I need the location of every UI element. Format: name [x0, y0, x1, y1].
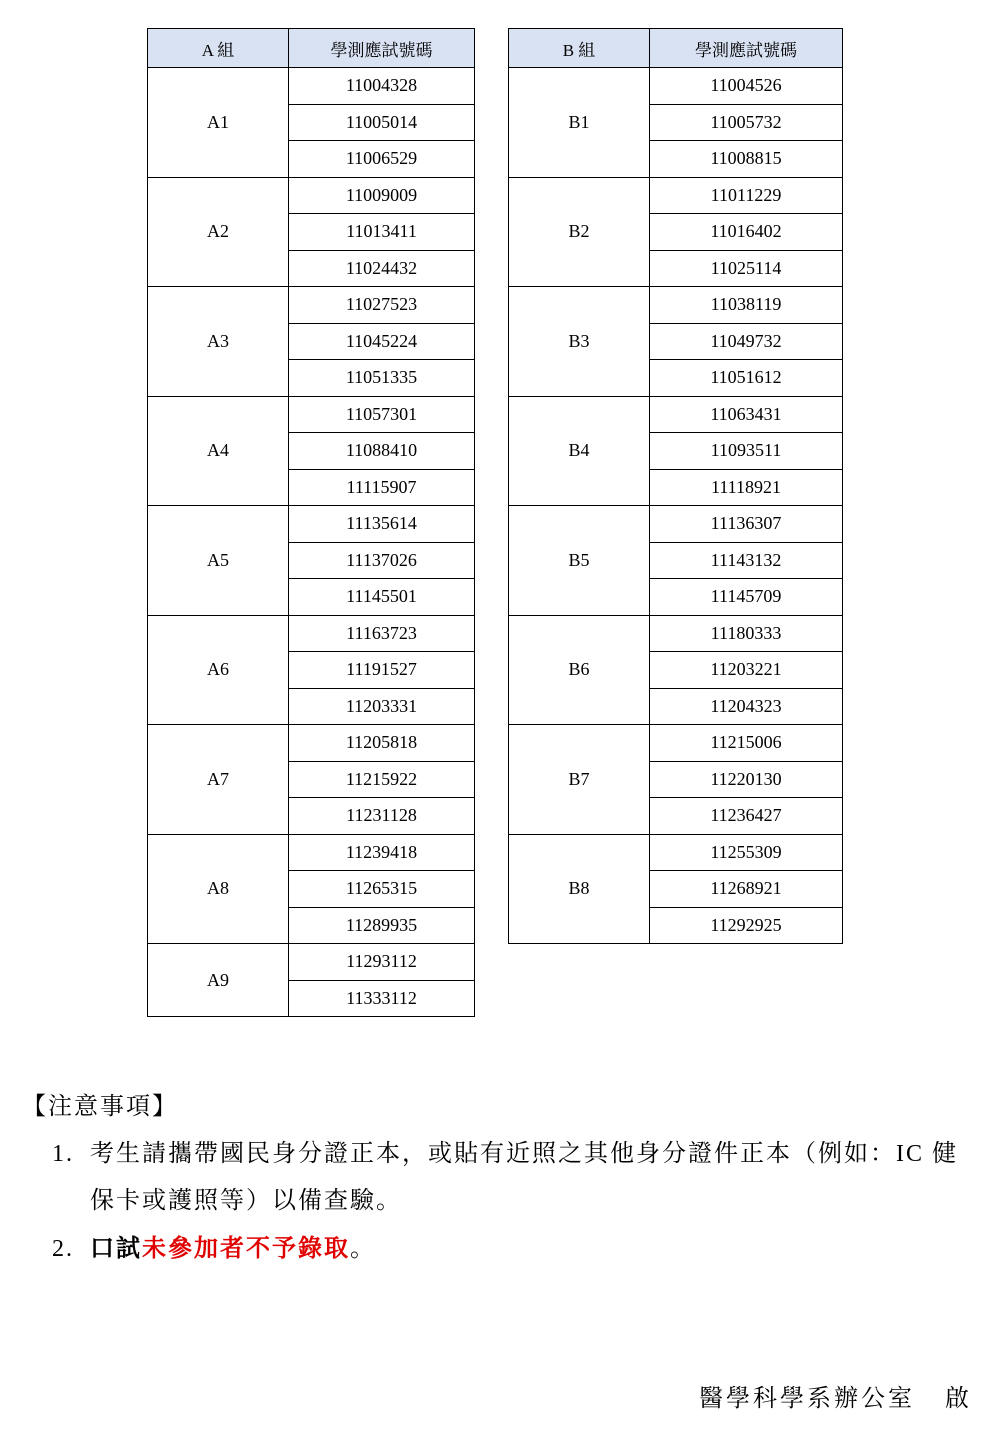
exam-number-cell: 11004328	[289, 68, 475, 105]
group-name-cell: B1	[509, 68, 650, 178]
exam-number-cell: 11005014	[289, 104, 475, 141]
exam-number-cell: 11006529	[289, 141, 475, 178]
warning-text: 未參加者不予錄取	[142, 1236, 350, 1262]
exam-number-cell: 11063431	[650, 396, 843, 433]
group-name-cell: B5	[509, 506, 650, 616]
office-name: 醫學科學系辦公室	[699, 1386, 915, 1412]
table-row	[148, 725, 475, 762]
exam-number-cell: 11008815	[650, 141, 843, 178]
table-row	[509, 177, 843, 214]
exam-number-cell: 11135614	[289, 506, 475, 543]
exam-number-cell: 11231128	[289, 798, 475, 835]
group-a-table	[147, 28, 475, 1017]
exam-number-cell: 11180333	[650, 615, 843, 652]
table-row	[148, 396, 475, 433]
exam-number-cell: 11236427	[650, 798, 843, 835]
table-row	[509, 615, 843, 652]
group-name-cell: A6	[148, 615, 289, 725]
group-name-cell: A2	[148, 177, 289, 287]
exam-number-cell: 11204323	[650, 688, 843, 725]
group-name-cell: A8	[148, 834, 289, 944]
exam-number-cell: 11292925	[650, 907, 843, 944]
exam-number-cell: 11011229	[650, 177, 843, 214]
exam-number-cell: 11255309	[650, 834, 843, 871]
oral-exam-label: 口試	[90, 1236, 142, 1262]
exam-number-cell: 11289935	[289, 907, 475, 944]
group-name-cell: A9	[148, 944, 289, 1017]
exam-number-cell: 11163723	[289, 615, 475, 652]
exam-number-cell: 11215922	[289, 761, 475, 798]
exam-number-cell: 11220130	[650, 761, 843, 798]
group-name-cell: A3	[148, 287, 289, 397]
exam-number-cell: 11024432	[289, 250, 475, 287]
exam-number-header: 學測應試號碼	[650, 29, 843, 68]
exam-number-cell: 11057301	[289, 396, 475, 433]
table-row	[148, 177, 475, 214]
group-a-header: A 組	[148, 29, 289, 68]
exam-number-cell: 11118921	[650, 469, 843, 506]
exam-number-cell: 11191527	[289, 652, 475, 689]
exam-number-cell: 11215006	[650, 725, 843, 762]
exam-number-cell: 11005732	[650, 104, 843, 141]
notice-item-2	[52, 1226, 376, 1273]
table-row	[509, 287, 843, 324]
exam-number-cell: 11137026	[289, 542, 475, 579]
exam-number-cell: 11051612	[650, 360, 843, 397]
table-row	[509, 68, 843, 105]
group-name-cell: B4	[509, 396, 650, 506]
group-name-cell: A1	[148, 68, 289, 178]
table-row	[509, 834, 843, 871]
exam-number-cell: 11027523	[289, 287, 475, 324]
exam-number-cell: 11009009	[289, 177, 475, 214]
exam-number-header: 學測應試號碼	[289, 29, 475, 68]
exam-number-cell: 11333112	[289, 980, 475, 1017]
notice-item-end: 。	[350, 1236, 376, 1262]
group-name-cell: A7	[148, 725, 289, 835]
table-row	[148, 287, 475, 324]
notice-item-number: 1.	[52, 1141, 74, 1167]
notice-item-text: 考生請攜帶國民身分證正本，或貼有近照之其他身分證件正本（例如：IC 健保卡或護照等）以備查驗。	[90, 1141, 958, 1214]
exam-number-cell: 11143132	[650, 542, 843, 579]
table-row	[148, 506, 475, 543]
group-name-cell: B2	[509, 177, 650, 287]
group-name-cell: A5	[148, 506, 289, 616]
group-name-cell: B6	[509, 615, 650, 725]
exam-number-cell: 11025114	[650, 250, 843, 287]
table-row	[148, 834, 475, 871]
group-b-header: B 組	[509, 29, 650, 68]
notice-item-1	[52, 1131, 982, 1225]
notice-item-number: 2.	[52, 1236, 74, 1262]
notice-item-text	[52, 1226, 376, 1273]
exam-number-cell: 11268921	[650, 871, 843, 908]
exam-number-cell: 11038119	[650, 287, 843, 324]
group-name-cell: B3	[509, 287, 650, 397]
exam-number-cell: 11045224	[289, 323, 475, 360]
exam-number-cell: 11016402	[650, 214, 843, 251]
table-row	[509, 506, 843, 543]
group-name-cell: B7	[509, 725, 650, 835]
exam-number-cell: 11136307	[650, 506, 843, 543]
exam-number-cell: 11115907	[289, 469, 475, 506]
exam-number-cell: 11004526	[650, 68, 843, 105]
exam-number-cell: 11088410	[289, 433, 475, 470]
exam-number-cell: 11093511	[650, 433, 843, 470]
table-row	[148, 615, 475, 652]
table-row	[148, 944, 475, 981]
exam-number-cell: 11205818	[289, 725, 475, 762]
table-row	[148, 68, 475, 105]
exam-number-cell: 11239418	[289, 834, 475, 871]
exam-number-cell: 11203331	[289, 688, 475, 725]
group-name-cell: B8	[509, 834, 650, 944]
exam-number-cell: 11203221	[650, 652, 843, 689]
exam-number-cell: 11051335	[289, 360, 475, 397]
exam-number-cell: 11145709	[650, 579, 843, 616]
group-b-table	[508, 28, 843, 944]
table-row	[509, 396, 843, 433]
exam-number-cell: 11265315	[289, 871, 475, 908]
signature	[699, 1378, 972, 1413]
signature-closing: 啟	[945, 1386, 972, 1412]
notice-heading: 【注意事項】	[22, 1094, 178, 1120]
group-name-cell: A4	[148, 396, 289, 506]
table-row	[509, 725, 843, 762]
exam-number-cell: 11013411	[289, 214, 475, 251]
exam-number-cell: 11293112	[289, 944, 475, 981]
exam-number-cell: 11145501	[289, 579, 475, 616]
exam-number-cell: 11049732	[650, 323, 843, 360]
